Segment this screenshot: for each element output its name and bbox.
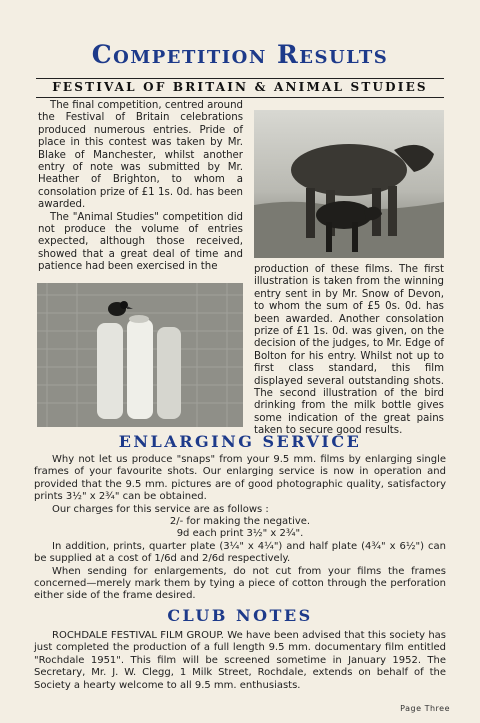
divider-top — [36, 78, 444, 79]
bird-milk-bottle-photo — [37, 283, 243, 427]
enlarging-charge-negative: 2/- for making the negative. — [169, 516, 311, 528]
enlarging-charge-print: 9d each print 3½" x 2¾". — [176, 528, 304, 540]
enlarging-instructions: When sending for enlargements, do not cut from your films the frames concerned—merely mark them by tying a piece of cotton through the perforation either side of the frame desired. — [34, 565, 446, 602]
enlarging-intro: Why not let us produce "snaps" from your 9.5 mm. films by enlarging single frames of your favourite shots. Our enlarging service is now in operation and provided that the 9.5 mm. pictures are of good photographic quality, satisfactory prints 3½" x 2¾" can be obtained. — [34, 454, 446, 503]
competition-paragraph-animal: The "Animal Studies" competition did not produce the volume of entries expected, although those received, showed that a great deal of time and patience had been exercised in the — [38, 211, 243, 273]
club-notes-rochdale: ROCHDALE FESTIVAL FILM GROUP. We have been advised that this society has just completed the production of a full length 9.5 mm. documentary film entitled "Rochdale 1951". This film will be screened sometime in January 1952. The Secretary, Mr. J. W. Clegg, 1 Milk Street, Rochdale, extends on behalf of the Society a hearty welcome to all 9.5 mm. enthusiasts. — [34, 630, 446, 691]
cow-calf-illustration — [254, 110, 444, 258]
enlarging-plates: In addition, prints, quarter plate (3¼" x 4¼") and half plate (4¾" x 6½") can be supplied at a cost of 1/6d and 2/6d respectively. — [34, 540, 446, 565]
bird-bottle-illustration — [37, 283, 243, 427]
cow-calf-photo — [254, 110, 444, 258]
page-title: Competition Results — [91, 40, 389, 69]
page-number: Page Three — [400, 704, 450, 713]
enlarging-heading: ENLARGING SERVICE — [118, 432, 362, 451]
club-notes-section — [34, 630, 446, 692]
enlarging-charges-lead: Our charges for this service are as follows : — [52, 503, 269, 515]
competition-right-column — [254, 264, 444, 438]
competition-paragraph-festival: The final competition, centred around the Festival of Britain celebrations produced numerous entries. Pride of place in this contest was taken by Mr. Blake of Manchester, whilst another entry of note was submitted by Mr. Heather of Brighton, to whom a consolation prize of £1 1s. 0d. has been awarded. — [38, 100, 243, 211]
club-notes-heading: CLUB NOTES — [167, 606, 313, 625]
competition-left-column — [38, 100, 243, 274]
divider-bottom — [36, 97, 444, 98]
enlarging-section — [34, 454, 446, 603]
competition-paragraph-results: production of these films. The first illustration is taken from the winning entry sent in by Mr. Snow of Devon, to whom the sum of £5 0s. 0d. has been awarded. Another consolation prize of £1 1s. 0d. was given, on the decision of the judges, to Mr. Edge of Bolton for his entry. Whilst not up to first class standard, this film displayed several outstanding shots. The second illustration of the bird drinking from the milk bottle gives some indication of the great pains taken to secure good results. — [254, 264, 444, 437]
competition-subheading: FESTIVAL OF BRITAIN & ANIMAL STUDIES — [52, 80, 428, 94]
